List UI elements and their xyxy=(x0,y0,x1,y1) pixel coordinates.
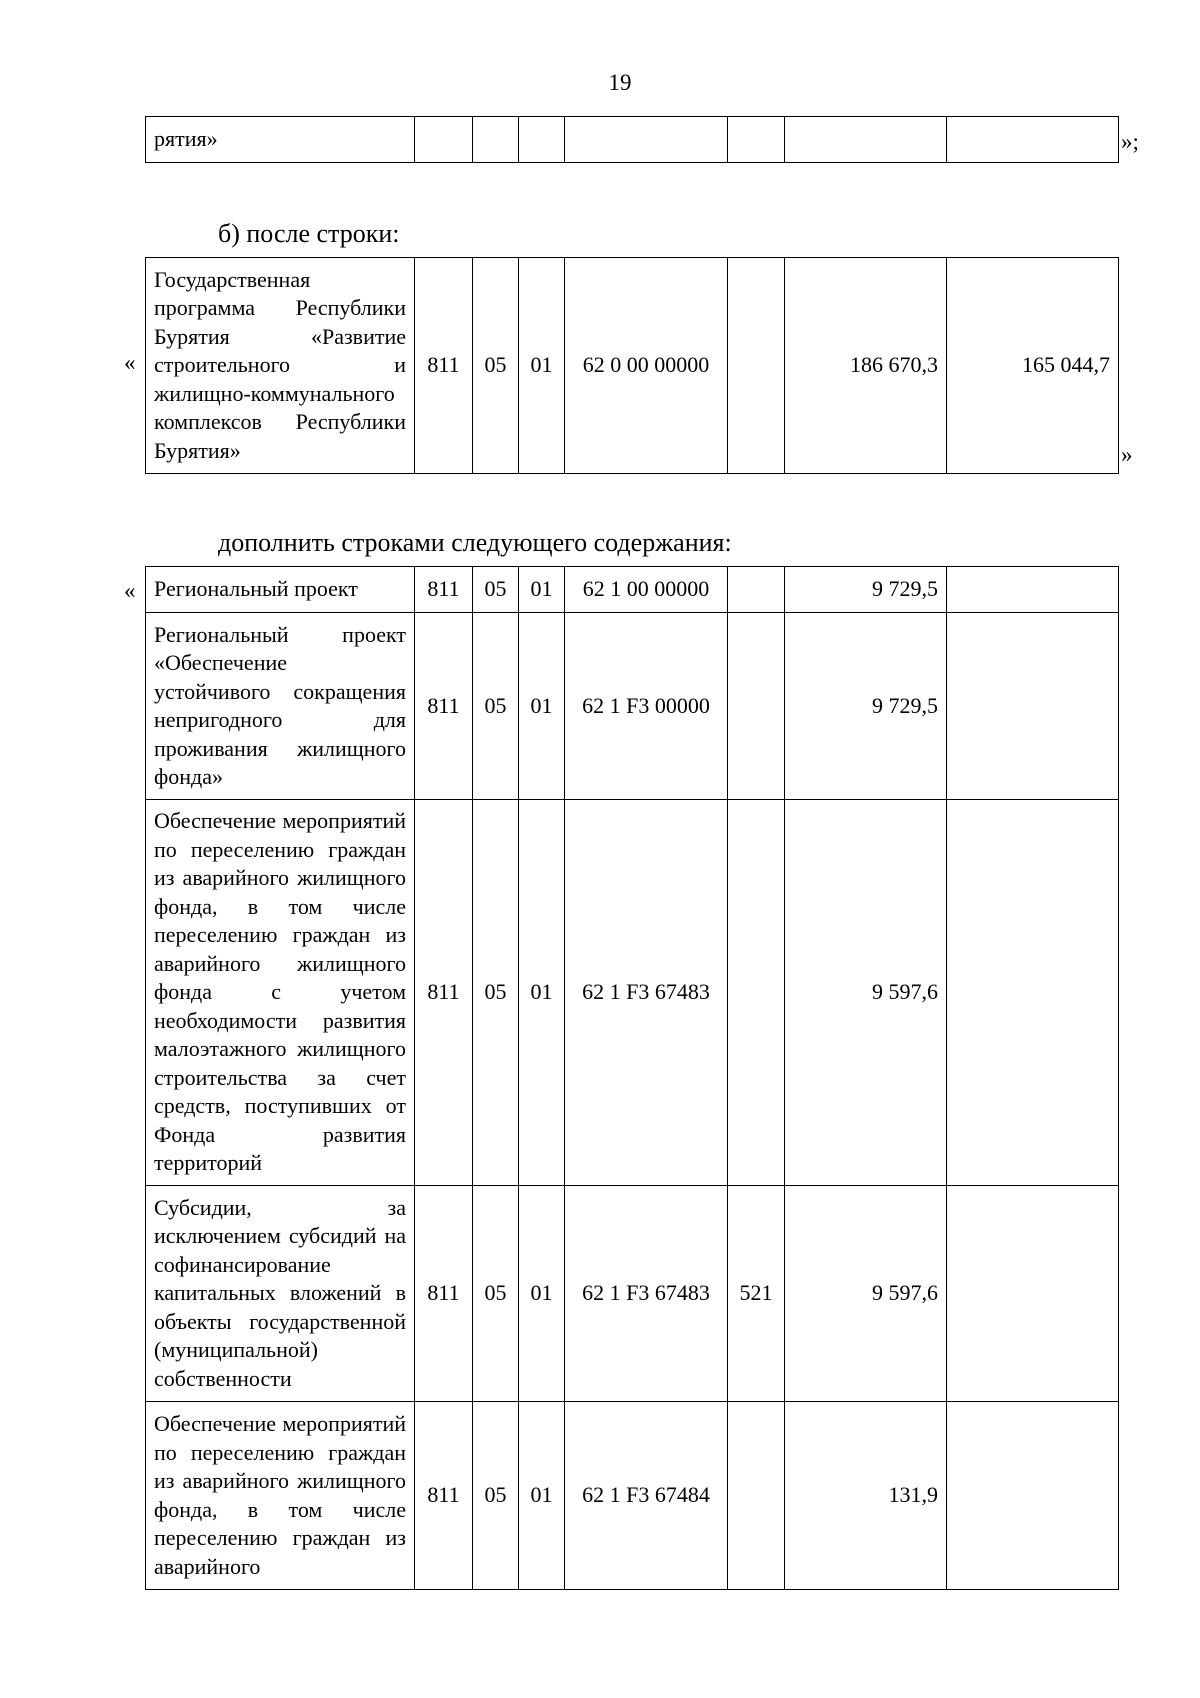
expense-type-cell: 521 xyxy=(728,1186,785,1402)
section-cell: 05 xyxy=(473,613,519,800)
table-row xyxy=(146,258,1119,474)
target-article-cell: 62 0 00 00000 xyxy=(565,258,728,474)
section-cell: 05 xyxy=(473,800,519,1186)
subsection-cell: 01 xyxy=(519,1402,565,1590)
target-article-cell: 62 1 F3 67483 xyxy=(565,1186,728,1402)
admin-code-cell: 811 xyxy=(415,258,473,474)
sum-2-cell xyxy=(947,613,1119,800)
expense-type-cell xyxy=(728,613,785,800)
opening-quote-bottom: « xyxy=(124,578,136,603)
sum-2-cell xyxy=(947,800,1119,1186)
table-row xyxy=(146,117,1119,163)
table-row xyxy=(146,1402,1119,1590)
row-name-cell: Обеспечение мероприятий по переселению граждан из аварийного жилищного фонда, в том числе переселению граждан из аварийного xyxy=(146,1402,415,1590)
admin-code-cell: 811 xyxy=(415,1186,473,1402)
page-number: 19 xyxy=(608,70,632,95)
expense-type-cell xyxy=(728,258,785,474)
sum-1-cell: 9 597,6 xyxy=(785,1186,947,1402)
table-row xyxy=(146,800,1119,1186)
target-article-cell: 62 1 00 00000 xyxy=(565,567,728,613)
subsection-cell: 01 xyxy=(519,613,565,800)
sum-1-cell: 186 670,3 xyxy=(785,258,947,474)
row-name-cell: Региональный проект «Обеспечение устойчивого сокращения непригодного для проживания жилищного фонда» xyxy=(146,613,415,800)
sum-2-cell: 165 044,7 xyxy=(947,258,1119,474)
section-cell: 05 xyxy=(473,567,519,613)
sum-1-cell: 9 597,6 xyxy=(785,800,947,1186)
closing-quote-mid: » xyxy=(1121,442,1133,467)
table-row xyxy=(146,567,1119,613)
section-cell: 05 xyxy=(473,1402,519,1590)
sum-1-cell xyxy=(785,117,947,163)
subsection-cell: 01 xyxy=(519,258,565,474)
admin-code-cell xyxy=(415,117,473,163)
sum-2-cell xyxy=(947,1186,1119,1402)
row-name-cell: рятия» xyxy=(146,117,415,163)
paragraph-add-lines: дополнить строками следующего содержания: xyxy=(218,528,732,557)
row-name-cell: Государственная программа Республики Бурятия «Развитие строительного и жилищно-коммунального комплексов Республики Бурятия» xyxy=(146,258,415,474)
row-name-cell: Региональный проект xyxy=(146,567,415,613)
sum-1-cell: 9 729,5 xyxy=(785,613,947,800)
section-cell xyxy=(473,117,519,163)
row-name-cell: Обеспечение мероприятий по переселению граждан из аварийного жилищного фонда, в том числе переселению граждан из аварийного жилищного фонда с учетом необходимости развития малоэтажного жилищного строительства за счет средств, поступивших от Фонда развития территорий xyxy=(146,800,415,1186)
sum-2-cell xyxy=(947,117,1119,163)
admin-code-cell: 811 xyxy=(415,567,473,613)
table-row xyxy=(146,613,1119,800)
target-article-cell: 62 1 F3 00000 xyxy=(565,613,728,800)
expense-type-cell xyxy=(728,117,785,163)
sum-2-cell xyxy=(947,1402,1119,1590)
target-article-cell: 62 1 F3 67483 xyxy=(565,800,728,1186)
admin-code-cell: 811 xyxy=(415,1402,473,1590)
section-cell: 05 xyxy=(473,258,519,474)
subsection-cell: 01 xyxy=(519,1186,565,1402)
row-name-cell: Субсидии, за исключением субсидий на софинансирование капитальных вложений в объекты государственной (муниципальной) собственности xyxy=(146,1186,415,1402)
top-table xyxy=(145,116,1119,163)
sum-2-cell xyxy=(947,567,1119,613)
admin-code-cell: 811 xyxy=(415,800,473,1186)
target-article-cell: 62 1 F3 67484 xyxy=(565,1402,728,1590)
mid-table xyxy=(145,257,1119,474)
table-row xyxy=(146,1186,1119,1402)
section-cell: 05 xyxy=(473,1186,519,1402)
sum-1-cell: 131,9 xyxy=(785,1402,947,1590)
expense-type-cell xyxy=(728,567,785,613)
target-article-cell xyxy=(565,117,728,163)
sum-1-cell: 9 729,5 xyxy=(785,567,947,613)
expense-type-cell xyxy=(728,1402,785,1590)
paragraph-after-line: б) после строки: xyxy=(218,219,400,248)
bottom-table xyxy=(145,566,1119,1590)
subsection-cell: 01 xyxy=(519,800,565,1186)
admin-code-cell: 811 xyxy=(415,613,473,800)
subsection-cell: 01 xyxy=(519,567,565,613)
expense-type-cell xyxy=(728,800,785,1186)
closing-quote-top: »; xyxy=(1121,129,1139,154)
opening-quote-mid: « xyxy=(124,350,136,375)
subsection-cell xyxy=(519,117,565,163)
